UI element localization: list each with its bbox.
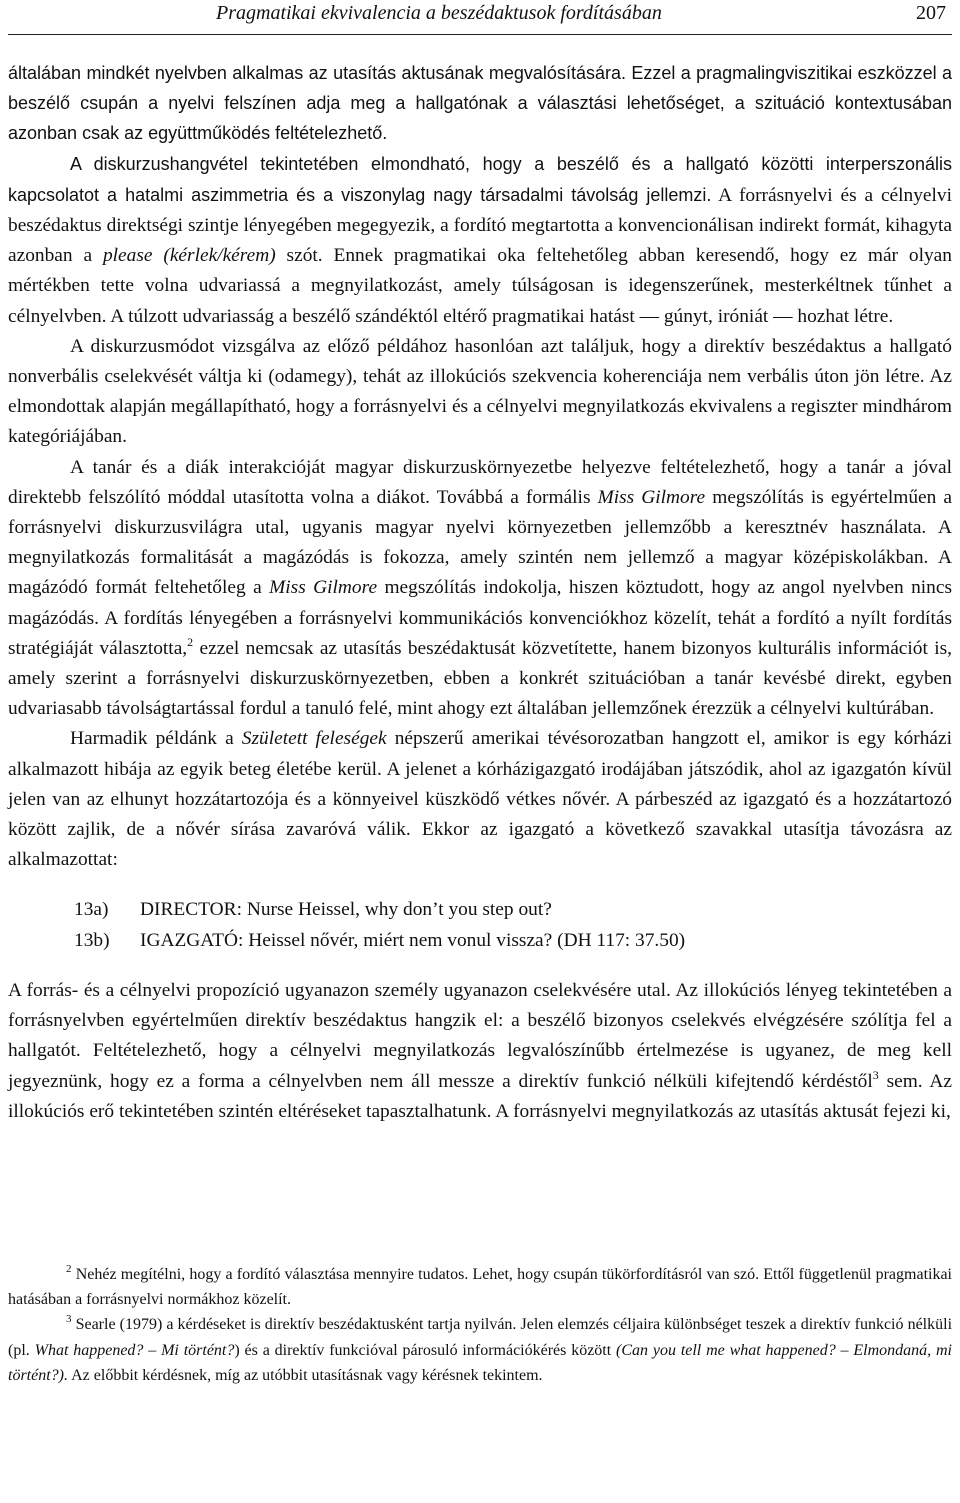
page-number: 207 bbox=[916, 2, 946, 24]
paragraph-4-text-a: A tanár és a diák interakcióját magyar diskurzuskörnyezetbe helyezve feltételezhető, hogy a tanár a jóval direktebb felszólító móddal utasította volna a diákot. Továbbá a formális bbox=[8, 456, 952, 508]
example-number: 13a) bbox=[74, 899, 109, 921]
paragraph-5-text-b: népszerű amerikai tévésorozatban hangzott el, amikor is egy kórházi alkalmazott hibája az egyik beteg életébe kerül. A jelenet a kórházigazgató irodájában játszódik, ahol az igazgatón kívül jelen van az elhunyt hozzátartozója és a könnyeivel küszködő vétkes nővér. A párbeszéd az igazgató és a hozzátartozó között zajlik, de a nővér sírása zavaróvá válik. Ekkor az igazgató a következő szavakkal utasítja távozásra az alkalmazottat: bbox=[8, 728, 952, 871]
spacer bbox=[8, 875, 952, 895]
footnote-2 bbox=[8, 1262, 952, 1312]
footnotes bbox=[8, 1262, 952, 1388]
example-13b bbox=[8, 926, 952, 956]
footnote-3-text-b: ) és a direktív funkcióval párosuló információkérés között bbox=[234, 1341, 612, 1359]
footnote-3-text-a: Searle (1979) a kérdéseket is direktív beszédaktusként tartja nyilván. Jelen elemzés céljaira különbséget teszek a direktív funkció nélküli (pl. bbox=[8, 1316, 953, 1359]
spacer bbox=[8, 956, 952, 976]
paragraph-5 bbox=[8, 724, 952, 875]
footnote-2-text: Nehéz megítélni, hogy a fordító választása mennyire tudatos. Lehet, hogy csupán tükörfordításról van szó. Ettől függetlenül pragmatikai hatásában a forrásnyelvi normákhoz közelít. bbox=[8, 1266, 953, 1309]
footnote-3-italic-1: What happened? – Mi történt? bbox=[34, 1341, 235, 1359]
paragraph-5-italic: Született feleségek bbox=[241, 728, 387, 750]
footnote-marker: 2 bbox=[66, 1263, 72, 1275]
paragraph-2 bbox=[8, 149, 952, 332]
footnote-3 bbox=[8, 1312, 952, 1388]
paragraph-6-text-b: sem. Az illokúciós erő tekintetében szintén eltéréseket tapasztalhatunk. A forrásnyelvi megnyilatkozás az utasítás aktusát fejezi ki, bbox=[8, 1070, 952, 1122]
running-title: Pragmatikai ekvivalencia a beszédaktusok fordításában bbox=[216, 2, 662, 24]
paragraph-3 bbox=[8, 332, 952, 453]
paragraph-1-text: általában mindkét nyelvben alkalmas az utasítás aktusának megvalósítására. Ezzel a pragmalingviszitikai eszközzel a beszélő csupán a nyelvi felszínen adja meg a hallgatónak a választási lehetőséget, a szituáció kontextusában azonban csak az együttműködés feltételezhető. bbox=[8, 63, 952, 144]
example-13a bbox=[8, 895, 952, 925]
paragraph-4-text-c: megszólítás indokolja, hiszen köztudott, hogy az angol nyelvben nincs magázódás. A fordítás lényegében a forrásnyelvi kommunikációs konvenciókhoz közelít, tehát a fordító a nyílt fordítás stratégiáját választotta, bbox=[8, 577, 953, 659]
paragraph-6 bbox=[8, 976, 952, 1127]
footnote-3-text-c: Az előbbit kérdésnek, míg az utóbbit utasításnak vagy kérésnek tekintem. bbox=[71, 1366, 543, 1384]
paragraph-4-italic-2: Miss Gilmore bbox=[269, 577, 378, 599]
paragraph-2-text-b: szót. Ennek pragmatikai oka feltehetőleg abban keresendő, hogy ez már olyan mértékben tette volna udvariassá a megnyilatkozást, amely túlságosan is idegenszerűnek, mesterkéltnek tűnhet a célnyelvben. A túlzott udvariasság a beszélő szándéktól eltérő pragmatikai hatást — gúnyt, iróniát — hozhat létre. bbox=[8, 245, 952, 327]
body-text bbox=[8, 58, 952, 1127]
paragraph-5-text-a: Harmadik példánk a bbox=[70, 728, 234, 750]
footnote-ref-3[interactable]: 3 bbox=[872, 1067, 879, 1082]
paragraph-2-text-a: A forrásnyelvi és a célnyelvi beszédaktus direktségi szintje lényegében megegyezik, a fordító megtartotta a konvencionálisan indirekt formát, kihagyta azonban a bbox=[8, 184, 953, 267]
paragraph-1 bbox=[8, 58, 952, 149]
example-text: IGAZGATÓ: Heissel nővér, miért nem vonul vissza? (DH 117: 37.50) bbox=[140, 929, 686, 951]
example-text: DIRECTOR: Nurse Heissel, why don’t you step out? bbox=[140, 899, 552, 921]
footnote-3-italic-2: (Can you tell me what happened? – Elmondaná, mi történt?). bbox=[8, 1341, 953, 1384]
example-number: 13b) bbox=[74, 929, 110, 951]
paragraph-6-text-a: A forrás- és a célnyelvi propozíció ugyanazon személy ugyanazon cselekvésére utal. Az illokúciós lényeg tekintetében a forrásnyelvben egyértelműen direktív beszédaktus hangzik el: a beszélő bizonyos cselekvés elvégzésére szólítja fel a hallgatót. Feltételezhető, hogy a célnyelvi megnyilatkozás legvalószínűbb értelmezése is ugyanez, de meg kell jegyeznünk, hogy ez a forma a célnyelvben nem áll messze a direktív funkció nélküli kifejtendő kérdéstől bbox=[8, 979, 952, 1092]
paragraph-4 bbox=[8, 453, 952, 725]
paragraph-4-text-b: megszólítás is egyértelműen a forrásnyelvi diskurzusvilágra utal, ugyanis magyar nyelvi környezetben jellemzőbb a keresztnév használata. A megnyilatkozás formalitását a magázódás is fokozza, amely szintén nem jellemző a magyar középiskolákban. A magázódó formát feltehetőleg a bbox=[8, 486, 953, 599]
paragraph-2-italic: please (kérlek/kérem) bbox=[102, 245, 276, 267]
footnote-ref-2[interactable]: 2 bbox=[187, 634, 194, 649]
paragraph-2-sans-text: A diskurzushangvétel tekintetében elmondható, hogy a beszélő és a hallgató közötti interperszonális kapcsolatot a hatalmi aszimmetria és a viszonylag nagy társadalmi távolság jellemzi. bbox=[8, 153, 952, 205]
paragraph-4-italic-1: Miss Gilmore bbox=[597, 486, 706, 508]
footnote-marker: 3 bbox=[66, 1313, 72, 1326]
running-header bbox=[8, 0, 952, 35]
paragraph-4-text-d: ezzel nemcsak az utasítás beszédaktusát közvetítette, hanem bizonyos kulturális információt is, amely szerint a forrásnyelvi diskurzuskörnyezetben, ebben a konkrét szituációban a tanár kevésbé direkt, egyben udvariasabb távolságtartással fordul a tanuló felé, mint ahogy ezt általában jellemzőnek érezzük a célnyelvi kultúrában. bbox=[8, 637, 952, 720]
paragraph-3-text: A diskurzusmódot vizsgálva az előző példához hasonlóan azt találjuk, hogy a direktív beszédaktus a hallgató nonverbális cselekvését váltja ki (odamegy), tehát az illokúciós szekvencia koherenciája nem verbális úton jön létre. Az elmondottak alapján megállapítható, hogy a forrásnyelvi és a célnyelvi megnyilatkozás ekvivalens a regiszter mindhárom kategóriájában. bbox=[8, 335, 952, 448]
